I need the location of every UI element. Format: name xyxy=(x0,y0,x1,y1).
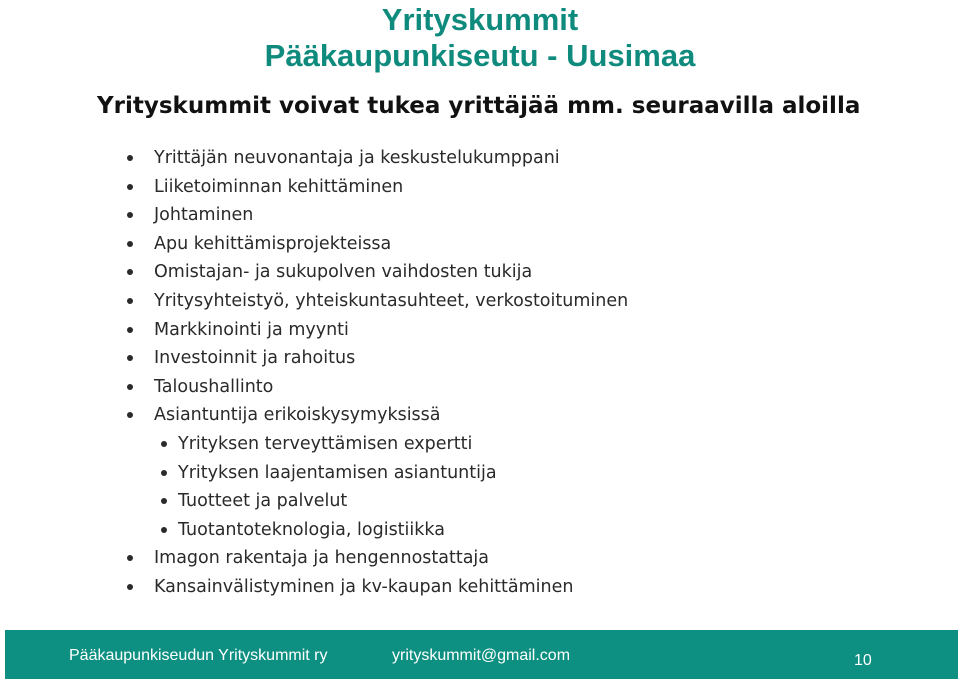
slide-title: Yrityskummit xyxy=(381,2,579,37)
slide-title-region: Pääkaupunkiseutu - Uusimaa xyxy=(264,38,696,73)
list-item-text: Taloushallinto xyxy=(154,376,274,397)
list-item-text: Investoinnit ja rahoitus xyxy=(154,348,356,369)
slide-subtitle: Yrityskummit voivat tukea yrittäjää mm. seuraavilla aloilla xyxy=(97,93,861,119)
list-item xyxy=(127,401,927,430)
list-item xyxy=(127,173,927,202)
list-item-text: Markkinointi ja myynti xyxy=(154,319,349,340)
list-item xyxy=(127,144,927,173)
list-item-text: Apu kehittämisprojekteissa xyxy=(154,233,392,254)
list-item-text: Yrityksen laajentamisen asiantuntija xyxy=(178,462,497,483)
list-item-text: Kansainvälistyminen ja kv-kaupan kehittäminen xyxy=(154,576,574,597)
list-item-text: Tuotantoteknologia, logistiikka xyxy=(178,519,445,540)
list-item xyxy=(127,516,927,545)
list-item-text: Yritysyhteistyö, yhteiskuntasuhteet, verkostoituminen xyxy=(154,290,629,311)
bullet-dot-icon xyxy=(161,498,167,504)
bullet-dot-icon xyxy=(161,527,167,533)
bullet-dot-icon xyxy=(127,584,133,590)
list-item-text: Asiantuntija erikoiskysymyksissä xyxy=(154,405,441,426)
list-item-text: Johtaminen xyxy=(154,205,254,226)
page-number: 10 xyxy=(854,652,872,669)
bullet-dot-icon xyxy=(127,355,133,361)
list-item xyxy=(127,201,927,230)
bullet-dot-icon xyxy=(127,184,133,190)
list-item xyxy=(127,258,927,287)
bullet-dot-icon xyxy=(127,327,133,333)
footer-organization: Pääkaupunkiseudun Yrityskummit ry xyxy=(69,647,328,664)
bullet-dot-icon xyxy=(127,298,133,304)
list-item xyxy=(127,344,927,373)
list-item-text: Liiketoiminnan kehittäminen xyxy=(154,176,404,197)
bullet-dot-icon xyxy=(127,555,133,561)
bullet-dot-icon xyxy=(127,269,133,275)
list-item-text: Imagon rakentaja ja hengennostattaja xyxy=(154,548,490,569)
bullet-dot-icon xyxy=(127,384,133,390)
bullet-dot-icon xyxy=(127,412,133,418)
list-item xyxy=(127,459,927,488)
list-item xyxy=(127,430,927,459)
list-item xyxy=(127,544,927,573)
bullet-dot-icon xyxy=(161,470,167,476)
bullet-list xyxy=(127,144,927,602)
list-item xyxy=(127,316,927,345)
list-item xyxy=(127,230,927,259)
list-item-text: Yrityksen terveyttämisen expertti xyxy=(178,433,473,454)
list-item xyxy=(127,573,927,602)
bullet-dot-icon xyxy=(127,241,133,247)
list-item xyxy=(127,287,927,316)
list-item-text: Tuotteet ja palvelut xyxy=(178,491,348,512)
footer-email: yrityskummit@gmail.com xyxy=(392,647,571,664)
bullet-dot-icon xyxy=(161,441,167,447)
list-item-text: Omistajan- ja sukupolven vaihdosten tukija xyxy=(154,262,533,283)
bullet-dot-icon xyxy=(127,212,133,218)
list-item xyxy=(127,487,927,516)
list-item xyxy=(127,373,927,402)
bullet-dot-icon xyxy=(127,155,133,161)
list-item-text: Yrittäjän neuvonantaja ja keskustelukumppani xyxy=(154,148,560,168)
footer-bar xyxy=(5,630,958,679)
